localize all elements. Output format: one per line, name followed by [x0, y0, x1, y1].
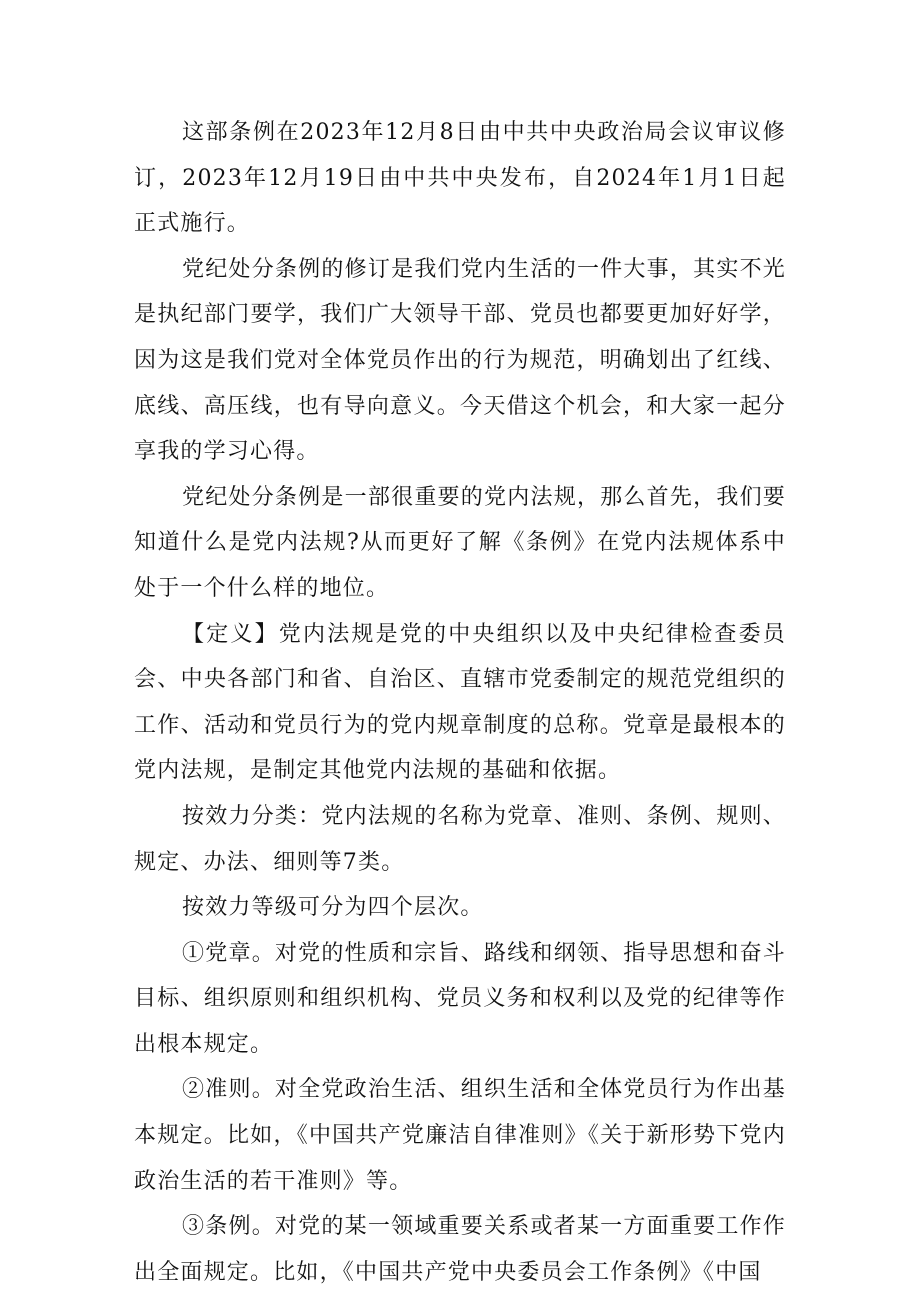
paragraph-levels: 按效力等级可分为四个层次。 — [182, 895, 484, 921]
paragraph-party-regulations-intro: 党纪处分条例是一部很重要的党内法规，那么首先，我们要知道什么是党内法规?从而更好了解《条例》在党内法规体系中处于一个什么样的地位。 — [134, 484, 786, 601]
paragraph-revision-significance: 党纪处分条例的修订是我们党内生活的一件大事，其实不光是执纪部门要学，我们广大领导干部、党员也都要更加好好学，因为这是我们党对全体党员作出的行为规范，明确划出了红线、底线、高压线，也有导向意义。今天借这个机会，和大家一起分享我的学习心得。 — [134, 256, 786, 465]
paragraph-classification: 按效力分类：党内法规的名称为党章、准则、条例、规则、规定、办法、细则等7类。 — [134, 803, 786, 875]
paragraph-level-guidelines: ②准则。对全党政治生活、组织生活和全体党员行为作出基本规定。比如，《中国共产党廉洁自律准则》《关于新形势下党内政治生活的若干准则》等。 — [134, 1077, 786, 1194]
paragraph-definition: 【定义】党内法规是党的中央组织以及中央纪律检查委员会、中央各部门和省、自治区、直辖市党委制定的规范党组织的工作、活动和党员行为的党内规章制度的总称。党章是最根本的党内法规，是制定其他党内法规的基础和依据。 — [134, 621, 786, 784]
paragraph-regulation-dates: 这部条例在2023年12月8日由中共中央政治局会议审议修订，2023年12月19日由中共中央发布，自2024年1月1日起正式施行。 — [134, 120, 786, 237]
paragraph-level-constitution: ①党章。对党的性质和宗旨、路线和纲领、指导思想和奋斗目标、组织原则和组织机构、党员义务和权利以及党的纪律等作出根本规定。 — [134, 940, 786, 1057]
document-page — [134, 110, 786, 1295]
paragraph-level-regulations: ③条例。对党的某一领域重要关系或者某一方面重要工作作出全面规定。比如，《中国共产党中央委员会工作条例》《中国 — [134, 1214, 786, 1285]
